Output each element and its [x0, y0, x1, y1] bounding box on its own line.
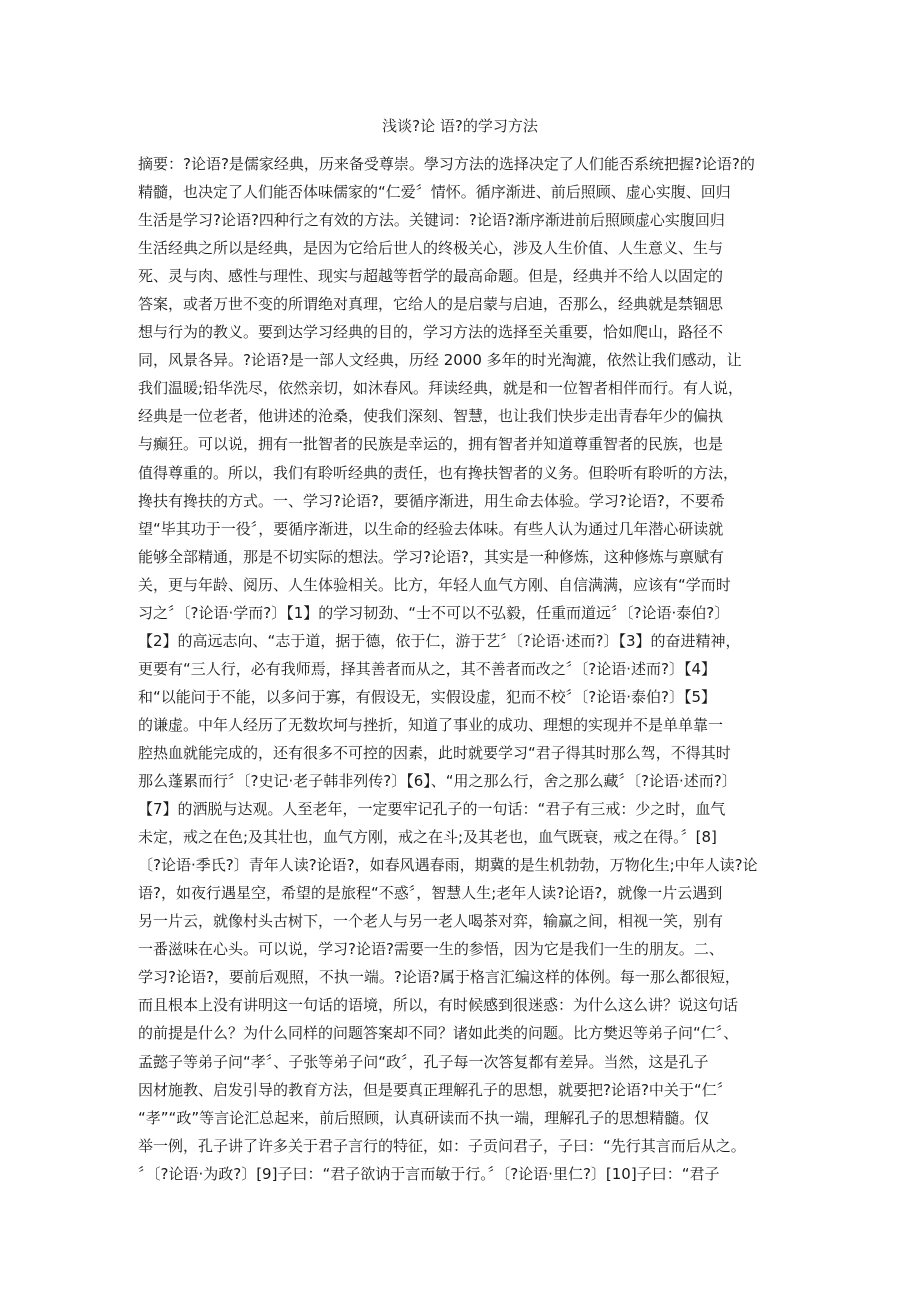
body-text-line: 而且根本上没有讲明这一句话的语境，所以，有时候感到很迷惑：为什么这么讲？说这句话	[138, 996, 739, 1015]
body-text-line: 〔?论语·季氏?〕青年人读?论语?，如春风遇春雨，期冀的是生机勃勃，万物化生;中年人读?论	[138, 856, 758, 875]
body-text-line: 腔热血就能完成的，还有很多不可控的因素，此时就要学习“君子得其时那么驾，不得其时	[138, 743, 731, 762]
body-text-line: 死、灵与肉、感性与理性、现实与超越等哲学的最高命题。但是，经典并不给人以固定的	[138, 267, 724, 286]
body-text-line: 我们温暖;铅华洗尽，依然亲切，如沐春风。拜读经典，就是和一位智者相伴而行。有人说，	[138, 379, 744, 398]
body-text-line: 【7】的洒脱与达观。人至老年，一定要牢记孔子的一句话：“君子有三戒：少之时，血气	[138, 800, 726, 819]
document-title: 浅谈?论 语?的学习方法	[382, 117, 538, 135]
body-text-line: 的前提是什么？为什么同样的问题答案却不同？诸如此类的问题。比方樊迟等弟子问“仁〞、	[138, 1024, 739, 1043]
body-text-line: 那么蓬累而行〞〔?史记·老子韩非列传?〕【6】、“用之那么行，舍之那么藏〞〔?论语·述而?〕	[138, 772, 737, 791]
body-text-line: 和“以能问于不能，以多问于寡，有假设无，实假设虚，犯而不校〞〔?论语·泰伯?〕【5】	[138, 687, 717, 706]
body-text-line: 〞〔?论语·为政?〕[9]子曰：“君子欲讷于言而敏于行。〞〔?论语·里仁?〕[10]子曰：“君子	[138, 1164, 720, 1183]
body-text-line: 另一片云，就像村头古树下，一个老人与另一老人喝茶对弈，输赢之间，相视一笑，别有	[138, 912, 724, 931]
body-text-line: 摘要：?论语?是儒家经典，历来备受尊崇。學习方法的选择决定了人们能否系统把握?论语?的	[138, 155, 755, 173]
body-text-line: 望“毕其功于一役〞，要循序渐进，以生命的经验去体味。有些人认为通过几年潜心研读就	[138, 519, 724, 538]
body-text-line: 经典是一位老者，他讲述的沧桑，使我们深刻、智慧，也让我们快步走出青春年少的偏执	[138, 407, 724, 426]
body-text-line: 生活经典之所以是经典，是因为它给后世人的终极关心，涉及人生价值、人生意义、生与	[138, 239, 724, 258]
body-text-line: 学习?论语?，要前后观照，不执一端。?论语?属于格言汇编这样的体例。每一那么都很短，	[138, 968, 740, 987]
document-body	[138, 150, 808, 1188]
body-text-line: 的谦虚。中年人经历了无数坎坷与挫折，知道了事业的成功、理想的实现并不是单单靠一	[138, 715, 724, 734]
body-text-line: 孟懿子等弟子问“孝〞、子张等弟子问“政〞，孔子每一次答复都有差异。当然，这是孔子	[138, 1052, 709, 1071]
body-text-line: 想与行为的教义。要到达学习经典的目的，学习方法的选择至关重要，恰如爬山，路径不	[138, 323, 724, 342]
body-text-line: 生活是学习?论语?四种行之有效的方法。关键词：?论语?渐序渐进前后照顾虚心实腹回归	[138, 211, 725, 230]
body-text-line: 未定，戒之在色;及其壮也，血气方刚，戒之在斗;及其老也，血气既衰，戒之在得。〞[8]	[138, 828, 717, 847]
body-text-line: 同，风景各异。?论语?是一部人文经典，历经 2000 多年的时光淘漉，依然让我们感动，让	[138, 351, 742, 370]
body-text-line: 一番滋味在心头。可以说，学习?论语?需要一生的参悟，因为它是我们一生的朋友。二、	[138, 940, 724, 959]
body-text-line: 举一例，孔子讲了许多关于君子言行的特征，如：子贡问君子，子曰：“先行其言而后从之。	[138, 1136, 746, 1155]
body-text-line: 搀扶有搀扶的方式。一、学习?论语?，要循序渐进，用生命去体验。学习?论语?，不要希	[138, 491, 725, 510]
body-text-line: 与癫狂。可以说，拥有一批智者的民族是幸运的，拥有智者并知道尊重智者的民族，也是	[138, 435, 724, 454]
body-text-line: 能够全部精通，那是不切实际的想法。学习?论语?，其实是一种修炼，这种修炼与禀赋有	[138, 547, 724, 566]
body-text-line: 答案，或者万世不变的所谓绝对真理，它给人的是启蒙与启迪，否那么，经典就是禁锢思	[138, 295, 724, 314]
body-text-line: 【2】的高远志向、“志于道，据于德，依于仁，游于艺〞〔?论语·述而?〕【3】的奋进精神，	[138, 631, 741, 650]
body-text-line: 语?，如夜行遇星空，希望的是旅程“不惑〞，智慧人生;老年人读?论语?，就像一片云遇到	[138, 884, 723, 903]
body-text-line: 精髓，也决定了人们能否体味儒家的“仁爱〞情怀。循序渐进、前后照顾、虚心实腹、回归	[138, 183, 731, 202]
body-text-line: 习之〞〔?论语·学而?〕【1】的学习韧劲、“士不可以不弘毅，任重而道远〞〔?论语·泰伯?〕	[138, 603, 730, 622]
body-text-line: 更要有“三人行，必有我师焉，择其善者而从之，其不善者而改之〞〔?论语·述而?〕【4】	[138, 659, 717, 678]
body-text-line: “孝”“政”等言论汇总起来，前后照顾，认真研读而不执一端，理解孔子的思想精髓。仅	[138, 1108, 710, 1127]
body-text-line: 值得尊重的。所以，我们有聆听经典的责任，也有搀扶智者的义务。但聆听有聆听的方法，	[138, 463, 739, 482]
body-text-line: 关，更与年龄、阅历、人生体验相关。比方，年轻人血气方刚、自信满满，应该有“学而时	[138, 575, 731, 594]
body-text-line: 因材施教、启发引导的教育方法，但是要真正理解孔子的思想，就要把?论语?中关于“仁〞	[138, 1080, 732, 1099]
